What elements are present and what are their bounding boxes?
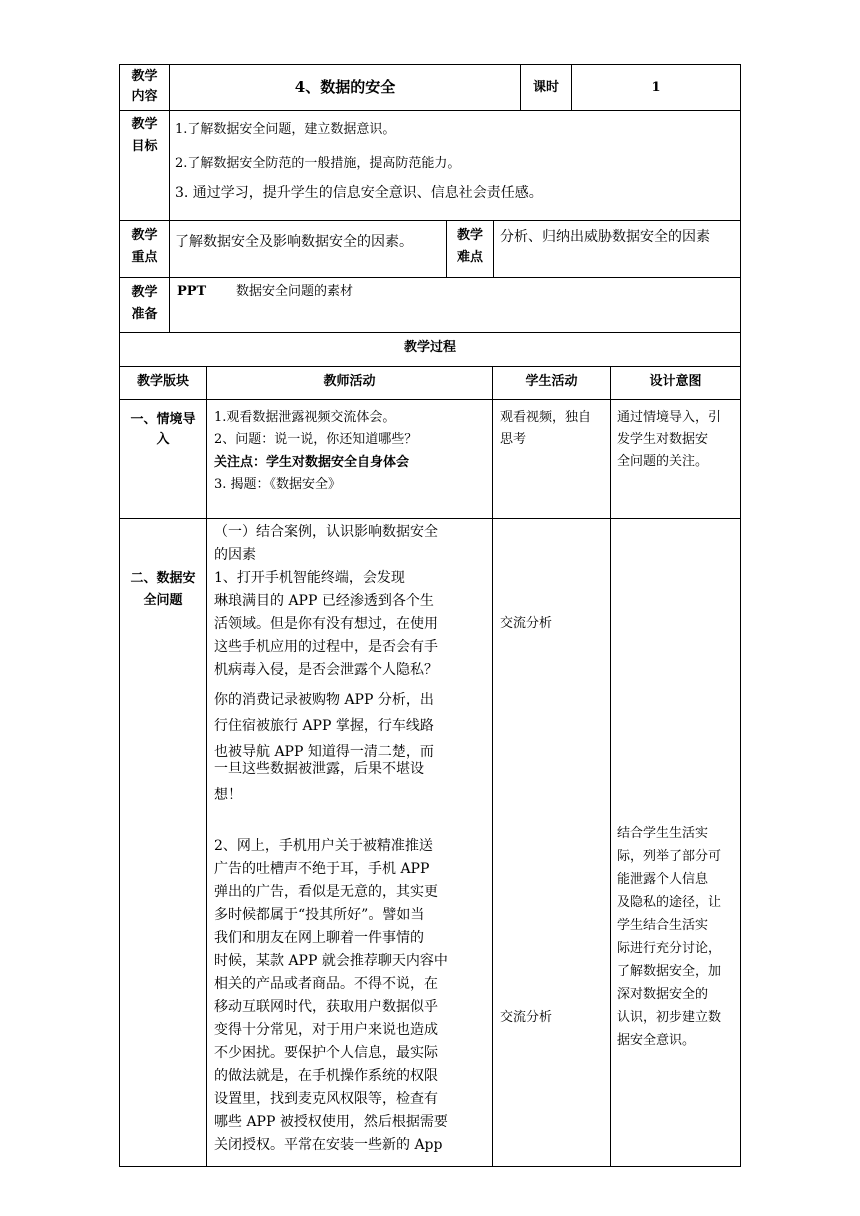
design-intent-line: 深对数据安全的: [617, 987, 709, 1002]
teacher-text-line: 关闭授权。平常在安装一些新的 App: [214, 1137, 443, 1153]
teacher-text-line: 机病毒入侵，是否会泄露个人隐私？: [214, 662, 438, 678]
keypoint-label-line2: 重点: [131, 250, 158, 265]
content-label-line2: 内容: [131, 89, 158, 104]
goals-label-line2: 目标: [131, 139, 158, 154]
design-intent-line: 结合学生生活实: [617, 826, 709, 841]
prep-ppt: PPT: [177, 284, 207, 299]
design-intent-line: 认识，初步建立数: [617, 1010, 722, 1025]
design-intent-line: 发学生对数据安: [617, 432, 709, 447]
section-label-line2: 入: [156, 432, 170, 447]
difficulty-text: 分析、归纳出威胁数据安全的因素: [500, 229, 710, 245]
teacher-text-line: 行住宿被旅行 APP 掌握，行车线路: [214, 718, 434, 734]
design-intent-line: 及隐私的途径，让: [617, 895, 722, 910]
teacher-text-line: 变得十分常见，对于用户来说也造成: [214, 1022, 438, 1038]
teacher-text-line: 设置里，找到麦克风权限等，检查有: [214, 1091, 438, 1107]
keypoint-text: 了解数据安全及影响数据安全的因素。: [175, 234, 413, 250]
teacher-text-line: 我们和朋友在网上聊着一件事情的: [214, 930, 424, 946]
column-header: 教学版块: [136, 374, 189, 389]
goal-item: 2.了解数据安全防范的一般措施，提高防范能力。: [175, 156, 461, 171]
student-activity: 交流分析: [500, 1010, 553, 1025]
design-intent-line: 能泄露个人信息: [617, 872, 709, 887]
design-intent-line: 学生结合生活实: [617, 918, 709, 933]
design-intent-line: 际，列举了部分可: [617, 849, 722, 864]
teacher-text-line: 也被导航 APP 知道得一清二楚，而: [214, 744, 434, 760]
goal-item: 3. 通过学习，提升学生的信息安全意识、信息社会责任感。: [175, 185, 543, 201]
design-intent-line: 际进行充分讨论，: [617, 941, 722, 956]
teacher-text-line: （一）结合案例，认识影响数据安全: [214, 524, 438, 540]
teacher-text-line: 多时候都属于“投其所好”。譬如当: [214, 907, 425, 923]
keypoint-label-line1: 教学: [131, 228, 158, 243]
teacher-text-line: 广告的吐槽声不绝于耳，手机 APP: [214, 861, 430, 877]
teacher-text-line: 1、打开手机智能终端，会发现: [214, 570, 405, 586]
column-header: 设计意图: [649, 374, 702, 389]
teacher-text-line: 的因素: [214, 547, 256, 563]
student-activity-line: 思考: [500, 432, 527, 447]
teacher-text-line: 移动互联网时代，获取用户数据似乎: [214, 999, 438, 1015]
teacher-text-line: 2、网上，手机用户关于被精准推送: [214, 838, 433, 854]
prep-label-line1: 教学: [131, 285, 158, 300]
section-label-line1: 一、情境导: [130, 412, 196, 427]
teacher-text-line: 活领域。但是你有没有想过，在使用: [214, 616, 438, 632]
design-intent-line: 通过情境导入，引: [617, 410, 722, 425]
content-label-line1: 教学: [131, 69, 158, 84]
teacher-text-line: 弹出的广告，看似是无意的，其实更: [214, 884, 438, 900]
section-label-line2: 全问题: [143, 593, 183, 608]
section-label-line1: 二、数据安: [130, 571, 196, 586]
student-activity-line: 观看视频，独自: [500, 410, 592, 425]
teacher-text-line: 相关的产品或者商品。不得不说，在: [214, 976, 438, 992]
difficulty-label-line2: 难点: [456, 250, 483, 265]
process-title: 教学过程: [403, 340, 456, 355]
goal-item: 1.了解数据安全问题，建立数据意识。: [175, 122, 396, 137]
teacher-activity-line: 1.观看数据泄露视频交流体会。: [214, 410, 396, 425]
teacher-activity-line: 2、问题：说一说，你还知道哪些？: [214, 432, 418, 447]
teacher-text-line: 这些手机应用的过程中，是否会有手: [214, 639, 438, 655]
teacher-text-line: 的做法就是，在手机操作系统的权限: [214, 1068, 438, 1084]
prep-label-line2: 准备: [131, 307, 158, 322]
column-header: 教师活动: [323, 374, 376, 389]
teacher-text-line: 想！: [214, 787, 242, 803]
teacher-text-line: 琳琅满目的 APP 已经渗透到各个生: [214, 593, 434, 609]
teacher-text-line: 不少困扰。要保护个人信息，最实际: [214, 1045, 438, 1061]
difficulty-label-line1: 教学: [456, 228, 483, 243]
student-activity: 交流分析: [500, 616, 553, 631]
teacher-text-line: 你的消费记录被购物 APP 分析，出: [214, 692, 434, 708]
prep-material: 数据安全问题的素材: [236, 284, 354, 299]
period-label: 课时: [532, 80, 559, 95]
goals-label-line1: 教学: [131, 117, 158, 132]
teacher-text-line: 时候，某款 APP 就会推荐聊天内容中: [214, 953, 448, 969]
design-intent-line: 了解数据安全，加: [617, 964, 722, 979]
design-intent-line: 全问题的关注。: [617, 454, 709, 469]
teacher-text-line: 哪些 APP 被授权使用，然后根据需要: [214, 1114, 448, 1130]
teacher-activity-focus: 关注点：学生对数据安全自身体会: [214, 455, 410, 470]
design-intent-line: 据安全意识。: [617, 1033, 696, 1048]
teacher-text-line: 一旦这些数据被泄露，后果不堪设: [214, 761, 424, 777]
teacher-activity-line: 3. 揭题：《数据安全》: [214, 477, 342, 492]
column-header: 学生活动: [525, 374, 578, 389]
lesson-title: 4、数据的安全: [294, 78, 396, 96]
period-value: 1: [651, 80, 661, 95]
